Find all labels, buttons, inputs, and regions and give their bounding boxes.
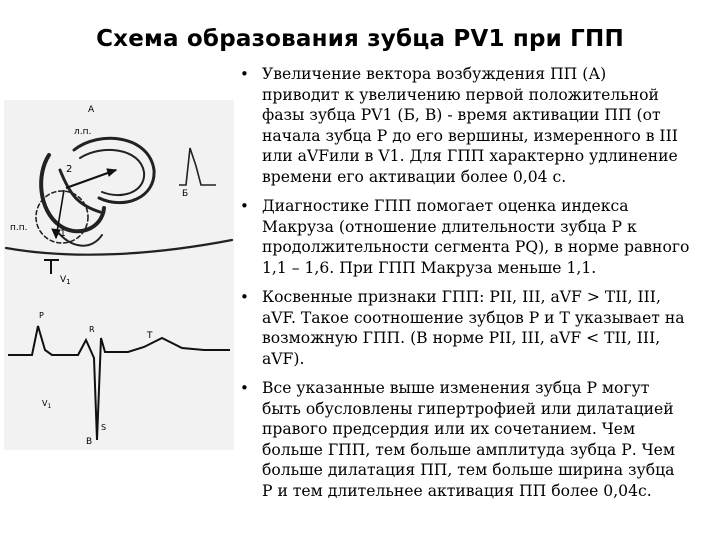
label-v1-electrode: $V_1$ <box>60 275 71 286</box>
label-ecg-s: S <box>101 423 107 432</box>
bullet-text-line: Диагностике ГПП помогает оценка индекса <box>262 197 629 215</box>
bullet-marker: • <box>240 288 249 306</box>
bullet-text-line: возможную ГПП. (В норме PII, III, aVF < TII, III, <box>262 329 661 347</box>
bullet-text-line: больше ГПП, тем больше амплитуда зубца Р. Чем <box>262 440 676 459</box>
bullet-text-line: Р и тем длительнее активация ПП более 0,04с. <box>262 481 652 500</box>
bullet-text-line: больше дилатация ПП, тем больше ширина зубца <box>262 461 675 479</box>
bullet-text-line: времени его активации более 0,04 с. <box>262 167 567 186</box>
bullet-marker: • <box>240 197 249 215</box>
label-ecg-v1: $V_1$ <box>42 399 52 410</box>
label-pp: п.п. <box>10 223 28 233</box>
label-vec-2: 2 <box>66 164 73 175</box>
bullet-text-line: Косвенные признаки ГПП: PII, III, aVF > TII, III, <box>262 288 661 306</box>
bullet-item <box>238 196 710 278</box>
bullet-text-line: или aVFили в V1. Для ГПП характерно удлинение <box>262 147 678 165</box>
label-vec-1: 1 <box>60 229 66 239</box>
p-wave-small-trace <box>179 148 216 185</box>
label-b: Б <box>182 189 189 199</box>
bullet-text-line: начала зубца Р до его вершины, измеренного в III <box>262 126 678 145</box>
bullet-text-line: 1,1 – 1,6. При ГПП Макруза меньше 1,1. <box>262 258 597 277</box>
slide-title: Схема образования зубца PV1 при ГПП <box>96 26 624 52</box>
vector-1-arrowhead <box>52 229 60 238</box>
bullet-marker: • <box>240 379 249 397</box>
bullet-text-line: aVF. Такое соотношение зубцов Р и Т указывает на <box>262 308 685 327</box>
bullet-item <box>238 64 710 187</box>
bullet-item <box>238 378 710 501</box>
v1-electrode <box>44 260 59 274</box>
bullet-text-line: aVF). <box>262 349 305 368</box>
bullet-text-line: Все указанные выше изменения зубца Р могут <box>262 379 650 397</box>
bullet-text-line: быть обусловлены гипертрофией или дилатацией <box>262 399 674 418</box>
label-ecg-p: P <box>39 311 44 320</box>
chest-wall-line <box>6 240 232 255</box>
label-a: A <box>88 105 95 115</box>
bullet-text-line: фазы зубца PV1 (Б, В) - время активации ПП (от <box>262 106 661 124</box>
label-ecg-r: R <box>89 325 95 334</box>
vector-2-arrowhead <box>107 169 116 176</box>
bullet-marker: • <box>240 65 249 83</box>
atria-diagram <box>6 138 232 254</box>
label-ecg-t: T <box>147 331 153 341</box>
atrial-vector-ecg-figure <box>4 100 234 450</box>
label-ecg-b: B <box>86 437 93 447</box>
bullet-text-line: Увеличение вектора возбуждения ПП (А) <box>262 65 607 83</box>
bullet-text-line: правого предсердия или их сочетанием. Чем <box>262 420 636 438</box>
diagram-svg <box>4 100 234 450</box>
bullet-item <box>238 287 710 369</box>
bullet-text-line: приводит к увеличению первой положительной <box>262 85 659 104</box>
label-lp: л.п. <box>74 127 92 137</box>
ecg-v1-trace <box>8 326 230 440</box>
bullet-text-line: продолжительности сегмента PQ), в норме равного <box>262 238 690 256</box>
bullet-list <box>238 64 710 510</box>
bullet-text-line: Макруза (отношение длительности зубца Р к <box>262 217 637 236</box>
